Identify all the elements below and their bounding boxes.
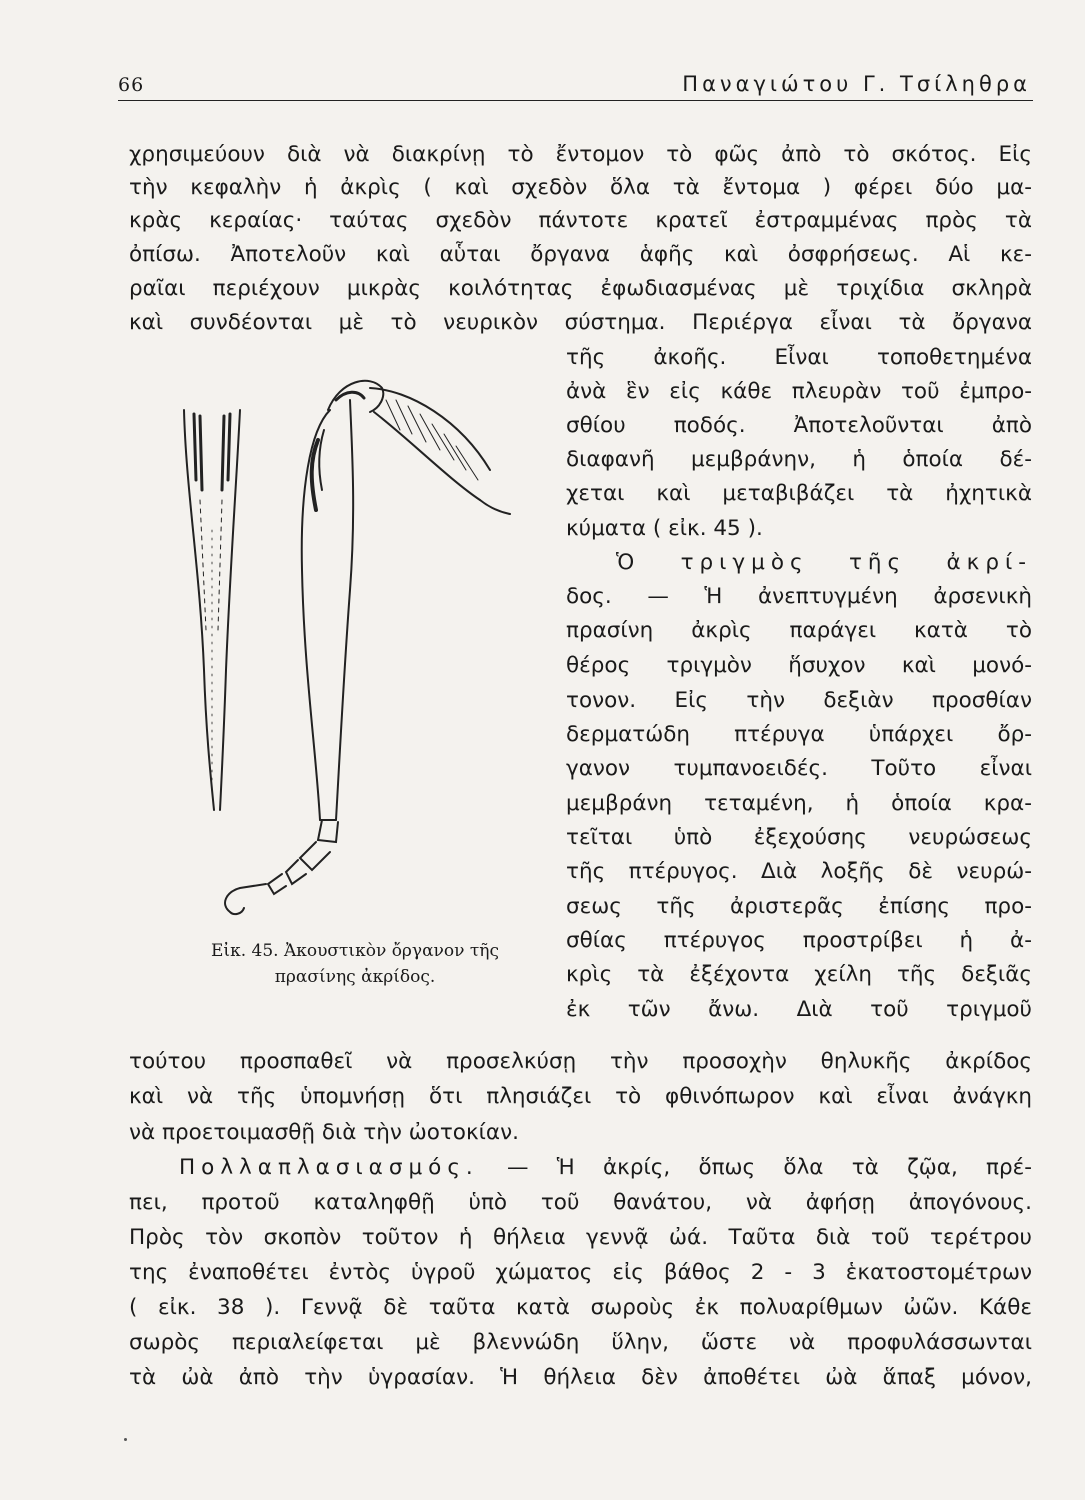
text-line: καὶ συνδέονται μὲ τὸ νευρικὸν σύστημα. Περιέργα εἶναι τὰ ὄργανα [129, 310, 1032, 335]
text-line: ἐκ τῶν ἄνω. Διὰ τοῦ τριγμοῦ [566, 997, 1032, 1022]
text-line: της ἐναποθέτει ἐντὸς ὑγροῦ χώματος εἰς βάθος 2 - 3 ἑκατοστομέτρων [129, 1260, 1032, 1285]
text-line: τὰ ὠὰ ἀπὸ τὴν ὑγρασίαν. Ἡ θήλεια δὲν ἀποθέτει ὠὰ ἅπαξ μόνον, [129, 1365, 1032, 1390]
caption-line: πρασίνης ἀκρίδος. [274, 967, 436, 987]
text-line: τούτου προσπαθεῖ νὰ προσελκύσῃ τὴν προσοχὴν θηλυκῆς ἀκρίδος [129, 1049, 1032, 1074]
text-line: κρὰς κεραίας· ταύτας σχεδὸν πάντοτε κρατεῖ ἐστραμμένας πρὸς τὰ [129, 208, 1032, 233]
text-line: τὴν κεφαλὴν ἡ ἀκρὶς ( καὶ σχεδὸν ὅλα τὰ ἔντομα ) φέρει δύο μα- [129, 175, 1032, 200]
running-head-author: Παναγιώτου Γ. Τσίληθρα [682, 72, 1031, 96]
text-line: Πρὸς τὸν σκοπὸν τοῦτον ἡ θήλεια γεννᾷ ὠά. Ταῦτα διὰ τοῦ τερέτρου [129, 1225, 1032, 1250]
header-rule [118, 100, 1033, 101]
text-line: θέρος τριγμὸν ἥσυχον καὶ μονό- [566, 653, 1032, 678]
text-line: τεῖται ὑπὸ ἐξεχούσης νευρώσεως [566, 825, 1032, 850]
text-line: καὶ νὰ τῆς ὑπομνήσῃ ὅτι πλησιάζει τὸ φθινόπωρον καὶ εἶναι ἀνάγκη [129, 1084, 1032, 1109]
text-line: χεται καὶ μεταβιβάζει τὰ ἠχητικὰ [566, 481, 1032, 506]
leg-front-view [184, 410, 240, 810]
text-line: δος. — Ἡ ἀνεπτυγμένη ἀρσενικὴ [566, 584, 1032, 609]
text-line: ἀνὰ ἓν εἰς κάθε πλευρὰν τοῦ ἐμπρο- [566, 379, 1032, 404]
text-line: τονον. Εἰς τὴν δεξιὰν προσθίαν [566, 688, 1032, 713]
text-line: σθίας πτέρυγος προστρίβει ἡ ἀ- [566, 928, 1032, 953]
text-line: ὀπίσω. Ἀποτελοῦν καὶ αὗται ὄργανα ἁφῆς καὶ ὀσφρήσεως. Αἱ κε- [129, 242, 1032, 267]
figure-caption [150, 938, 560, 990]
heading-word: Πολλαπλασιασμός. [179, 1155, 479, 1180]
text-line: διαφανῆ μεμβράνην, ἡ ὁποία δέ- [566, 447, 1032, 472]
section-heading-trigmos: Ὁ τριγμὸς τῆς ἀκρί- [616, 550, 1032, 575]
caption-line: Εἰκ. 45. Ἀκουστικὸν ὄργανον τῆς [211, 941, 499, 961]
heading-rest: — Ἡ ἀκρίς, ὅπως ὅλα τὰ ζῷα, πρέ- [478, 1155, 1032, 1180]
text-line: δερματώδη πτέρυγα ὑπάρχει ὄρ- [566, 722, 1032, 747]
text-line: πει, προτοῦ καταληφθῇ ὑπὸ τοῦ θανάτου, νὰ ἀφήσῃ ἀπογόνους. [129, 1190, 1032, 1215]
text-line: σθίου ποδός. Ἀποτελοῦνται ἀπὸ [566, 413, 1032, 438]
text-line: γανον τυμπανοειδές. Τοῦτο εἶναι [566, 756, 1032, 781]
page-number: 66 [118, 74, 145, 96]
text-line: σωρὸς περιαλείφεται μὲ βλεννώδη ὕλην, ὥστε νὰ προφυλάσσωνται [129, 1330, 1032, 1355]
text-line: τῆς ἀκοῆς. Εἶναι τοποθετημένα [566, 345, 1032, 370]
text-line: σεως τῆς ἀριστερᾶς ἐπίσης προ- [566, 894, 1032, 919]
text-line: ραῖαι περιέχουν μικρὰς κοιλότητας ἐφωδιασμένας μὲ τριχίδια σκληρὰ [129, 276, 1032, 301]
leg-side-view [225, 381, 510, 914]
text-line: κύματα ( εἰκ. 45 ). [566, 516, 763, 541]
text-line: τῆς πτέρυγος. Διὰ λοξῆς δὲ νευρώ- [566, 859, 1032, 884]
section-heading-pollaplasiasmos [129, 1153, 1032, 1183]
text-line: ( εἰκ. 38 ). Γεννᾷ δὲ ταῦτα κατὰ σωροὺς ἐκ πολυαρίθμων ὠῶν. Κάθε [129, 1295, 1032, 1320]
text-line: πρασίνη ἀκρὶς παράγει κατὰ τὸ [566, 618, 1032, 643]
text-line: μεμβράνη τεταμένη, ἡ ὁποία κρα- [566, 791, 1032, 816]
text-line: κρὶς τὰ ἐξέχοντα χείλη τῆς δεξιᾶς [566, 962, 1032, 987]
text-line: χρησιμεύουν διὰ νὰ διακρίνῃ τὸ ἔντομον τὸ φῶς ἀπὸ τὸ σκότος. Εἰς [129, 142, 1032, 167]
figure-illustration [160, 370, 550, 930]
text-line: νὰ προετοιμασθῇ διὰ τὴν ὠοτοκίαν. [129, 1120, 519, 1145]
print-speck [124, 1438, 127, 1441]
